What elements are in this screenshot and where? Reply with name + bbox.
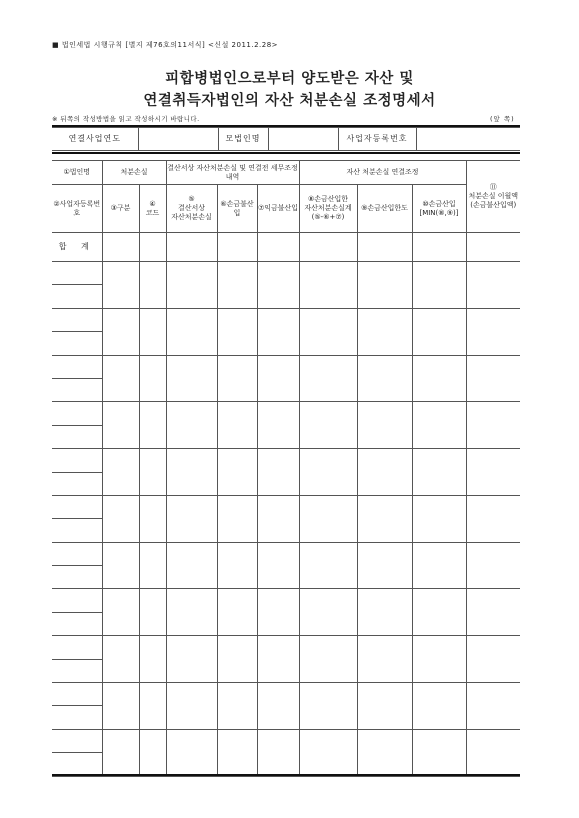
entry-cell[interactable] xyxy=(102,308,139,355)
table-row xyxy=(52,495,520,518)
entry-cell[interactable] xyxy=(412,683,466,730)
entry-cell[interactable] xyxy=(299,402,357,449)
entry-cell[interactable] xyxy=(357,636,412,683)
entry-cell[interactable] xyxy=(139,683,166,730)
entry-cell[interactable] xyxy=(139,262,166,309)
corp-name-cell[interactable] xyxy=(52,495,102,518)
entry-cell[interactable] xyxy=(466,683,520,730)
entry-cell[interactable] xyxy=(257,589,299,636)
table-row xyxy=(52,636,520,659)
entry-cell[interactable] xyxy=(102,355,139,402)
table-row xyxy=(52,542,520,565)
corp-name-cell[interactable] xyxy=(52,729,102,752)
entry-cell[interactable] xyxy=(217,402,257,449)
entry-cell[interactable] xyxy=(299,449,357,496)
corp-name-cell[interactable] xyxy=(52,308,102,331)
page-side-label: (앞 쪽) xyxy=(490,115,515,123)
corp-name-cell[interactable] xyxy=(52,589,102,612)
col5-num: ⑤ xyxy=(188,195,195,204)
entry-cell[interactable] xyxy=(102,402,139,449)
col-deducted-total xyxy=(299,185,357,233)
entry-cell[interactable] xyxy=(102,495,139,542)
col-code-label: 코드 xyxy=(145,208,160,217)
corp-name-cell[interactable] xyxy=(52,542,102,565)
entry-cell[interactable] xyxy=(299,683,357,730)
col5-sub: 자산처분손실 xyxy=(171,212,212,221)
entry-cell[interactable] xyxy=(257,683,299,730)
corp-name-cell[interactable] xyxy=(52,449,102,472)
entry-cell[interactable] xyxy=(166,402,217,449)
biz-reg-no-cell[interactable] xyxy=(52,706,102,729)
col-carryover-num: ⑪ xyxy=(489,183,497,192)
entry-cell[interactable] xyxy=(412,308,466,355)
corp-name-cell[interactable] xyxy=(52,262,102,285)
law-reference-note: ■ 법인세법 시행규칙 [별지 제76호의11서식] <신설 2011.2.28> xyxy=(52,41,279,49)
entry-cell[interactable] xyxy=(217,449,257,496)
col-code-num: ④ xyxy=(149,199,156,208)
entry-cell[interactable] xyxy=(357,355,412,402)
col-deduction-limit: ⑨손금산입한도 xyxy=(357,185,412,233)
fiscal-year-field[interactable] xyxy=(138,128,218,151)
total-cell[interactable] xyxy=(466,233,520,262)
biz-reg-no-cell[interactable] xyxy=(52,378,102,401)
col-disposal-loss: 처분손실 xyxy=(102,161,166,185)
col-code xyxy=(139,185,166,233)
col-carryover xyxy=(466,161,520,233)
col8-label: 자산처분손실계 xyxy=(304,204,352,213)
entry-cell[interactable] xyxy=(217,495,257,542)
entry-cell[interactable] xyxy=(257,262,299,309)
biz-reg-no-cell[interactable] xyxy=(52,566,102,589)
entry-cell[interactable] xyxy=(357,449,412,496)
entry-cell[interactable] xyxy=(357,542,412,589)
entry-cell[interactable] xyxy=(412,589,466,636)
entry-cell[interactable] xyxy=(139,495,166,542)
entry-cell[interactable] xyxy=(166,355,217,402)
biz-reg-no-cell[interactable] xyxy=(52,519,102,542)
entry-cell[interactable] xyxy=(217,355,257,402)
entry-cell[interactable] xyxy=(102,636,139,683)
table-row xyxy=(52,449,520,472)
entry-cell[interactable] xyxy=(357,589,412,636)
col-carryover-sub: (손금불산입액) xyxy=(470,200,517,209)
entry-cell[interactable] xyxy=(412,542,466,589)
entry-cell[interactable] xyxy=(257,402,299,449)
table-row xyxy=(52,355,520,378)
total-label: 합 계 xyxy=(52,233,102,262)
total-cell[interactable] xyxy=(217,233,257,262)
fiscal-year-label: 연결사업연도 xyxy=(52,128,138,151)
biz-reg-no-cell[interactable] xyxy=(52,472,102,495)
entry-cell[interactable] xyxy=(217,729,257,776)
entry-cell[interactable] xyxy=(412,449,466,496)
entry-cell[interactable] xyxy=(166,683,217,730)
entry-cell[interactable] xyxy=(466,495,520,542)
entry-cell[interactable] xyxy=(466,449,520,496)
entry-cell[interactable] xyxy=(412,402,466,449)
total-cell[interactable] xyxy=(357,233,412,262)
col8-num: ⑧손금산입한 xyxy=(307,195,349,204)
biz-reg-field[interactable] xyxy=(416,128,520,151)
biz-reg-no-cell[interactable] xyxy=(52,659,102,682)
entry-cell[interactable] xyxy=(257,355,299,402)
entry-cell[interactable] xyxy=(357,402,412,449)
entry-cell[interactable] xyxy=(102,589,139,636)
data-rows xyxy=(52,262,520,777)
entry-cell[interactable] xyxy=(166,542,217,589)
entry-cell[interactable] xyxy=(357,262,412,309)
entry-cell[interactable] xyxy=(217,636,257,683)
form-title-line1: 피합병법인으로부터 양도받은 자산 및 xyxy=(165,71,414,87)
entry-cell[interactable] xyxy=(357,729,412,776)
middle-rule xyxy=(52,152,520,154)
biz-reg-no-cell[interactable] xyxy=(52,285,102,308)
col-corp-name: ①법인명 xyxy=(52,161,102,185)
entry-cell[interactable] xyxy=(102,683,139,730)
col10-formula: [MIN(⑧,⑨)] xyxy=(419,208,459,217)
table-row xyxy=(52,729,520,752)
corp-name-cell[interactable] xyxy=(52,355,102,378)
entry-cell[interactable] xyxy=(257,495,299,542)
total-cell[interactable] xyxy=(412,233,466,262)
col-non-taxable: ⑦익금불산입 xyxy=(257,185,299,233)
biz-reg-no-cell[interactable] xyxy=(52,332,102,355)
entry-cell[interactable] xyxy=(217,589,257,636)
total-cell[interactable] xyxy=(102,233,139,262)
biz-reg-no-cell[interactable] xyxy=(52,425,102,448)
entry-cell[interactable] xyxy=(412,262,466,309)
total-cell[interactable] xyxy=(139,233,166,262)
biz-reg-label: 사업자등록번호 xyxy=(338,128,416,151)
entry-cell[interactable] xyxy=(217,683,257,730)
corp-name-cell[interactable] xyxy=(52,636,102,659)
col-category: ③구분 xyxy=(102,185,139,233)
entry-cell[interactable] xyxy=(466,636,520,683)
entry-cell[interactable] xyxy=(139,308,166,355)
info-table xyxy=(52,127,520,151)
entry-cell[interactable] xyxy=(466,589,520,636)
entry-cell[interactable] xyxy=(166,262,217,309)
entry-cell[interactable] xyxy=(357,495,412,542)
total-cell[interactable] xyxy=(299,233,357,262)
biz-reg-no-cell[interactable] xyxy=(52,753,102,776)
col5-label: 결산서상 xyxy=(177,204,206,213)
form-title-line2: 연결취득자법인의 자산 처분손실 조정명세서 xyxy=(143,93,436,109)
entry-cell[interactable] xyxy=(257,542,299,589)
entry-cell[interactable] xyxy=(299,355,357,402)
entry-cell[interactable] xyxy=(166,495,217,542)
entry-cell[interactable] xyxy=(257,308,299,355)
total-cell[interactable] xyxy=(166,233,217,262)
entry-cell[interactable] xyxy=(139,402,166,449)
corp-name-cell[interactable] xyxy=(52,402,102,425)
entry-cell[interactable] xyxy=(139,589,166,636)
col-deducted-amount xyxy=(412,185,466,233)
entry-cell[interactable] xyxy=(139,449,166,496)
entry-cell[interactable] xyxy=(217,542,257,589)
entry-cell[interactable] xyxy=(139,355,166,402)
entry-cell[interactable] xyxy=(257,729,299,776)
entry-cell[interactable] xyxy=(166,729,217,776)
entry-cell[interactable] xyxy=(466,355,520,402)
entry-cell[interactable] xyxy=(466,542,520,589)
entry-cell[interactable] xyxy=(412,636,466,683)
entry-cell[interactable] xyxy=(217,308,257,355)
instruction-note: ※ 뒤쪽의 작성방법을 읽고 작성하시기 바랍니다. xyxy=(52,115,200,123)
entry-cell[interactable] xyxy=(217,262,257,309)
entry-cell[interactable] xyxy=(166,308,217,355)
table-row xyxy=(52,589,520,612)
entry-cell[interactable] xyxy=(299,308,357,355)
entry-cell[interactable] xyxy=(299,729,357,776)
entry-cell[interactable] xyxy=(357,683,412,730)
entry-cell[interactable] xyxy=(139,542,166,589)
entry-cell[interactable] xyxy=(102,729,139,776)
parent-corp-field[interactable] xyxy=(268,128,338,151)
entry-cell[interactable] xyxy=(299,542,357,589)
entry-cell[interactable] xyxy=(257,636,299,683)
col-consolidated-header: 자산 처분손실 연결조정 xyxy=(299,161,466,185)
entry-cell[interactable] xyxy=(466,262,520,309)
adjustment-table xyxy=(52,160,520,777)
total-row xyxy=(52,233,520,262)
entry-cell[interactable] xyxy=(166,449,217,496)
entry-cell[interactable] xyxy=(412,495,466,542)
entry-cell[interactable] xyxy=(466,308,520,355)
total-cell[interactable] xyxy=(257,233,299,262)
entry-cell[interactable] xyxy=(412,355,466,402)
table-row xyxy=(52,402,520,425)
corp-name-cell[interactable] xyxy=(52,683,102,706)
bottom-rule xyxy=(52,774,520,776)
entry-cell[interactable] xyxy=(257,449,299,496)
entry-cell[interactable] xyxy=(102,449,139,496)
col10-label: ⑩손금산입 xyxy=(422,199,456,208)
entry-cell[interactable] xyxy=(299,589,357,636)
col-biz-reg-no: ②사업자등록번호 xyxy=(52,185,102,233)
entry-cell[interactable] xyxy=(357,308,412,355)
table-row xyxy=(52,308,520,331)
entry-cell[interactable] xyxy=(412,729,466,776)
entry-cell[interactable] xyxy=(466,402,520,449)
col-settlement-header: 결산서상 자산처분손실 및 연결전 세무조정 내역 xyxy=(166,161,299,185)
entry-cell[interactable] xyxy=(466,729,520,776)
col-settlement-loss xyxy=(166,185,217,233)
col-carryover-label: 처분손실 이월액 xyxy=(468,192,519,201)
entry-cell[interactable] xyxy=(166,636,217,683)
parent-corp-label: 모법인명 xyxy=(218,128,268,151)
entry-cell[interactable] xyxy=(299,636,357,683)
table-row xyxy=(52,683,520,706)
entry-cell[interactable] xyxy=(299,495,357,542)
col-non-deductible: ⑥손금불산입 xyxy=(217,185,257,233)
entry-cell[interactable] xyxy=(102,262,139,309)
entry-cell[interactable] xyxy=(139,636,166,683)
biz-reg-no-cell[interactable] xyxy=(52,612,102,635)
entry-cell[interactable] xyxy=(139,729,166,776)
entry-cell[interactable] xyxy=(102,542,139,589)
col8-formula: (⑤-⑥+⑦) xyxy=(311,212,345,221)
table-row xyxy=(52,262,520,285)
entry-cell[interactable] xyxy=(166,589,217,636)
entry-cell[interactable] xyxy=(299,262,357,309)
